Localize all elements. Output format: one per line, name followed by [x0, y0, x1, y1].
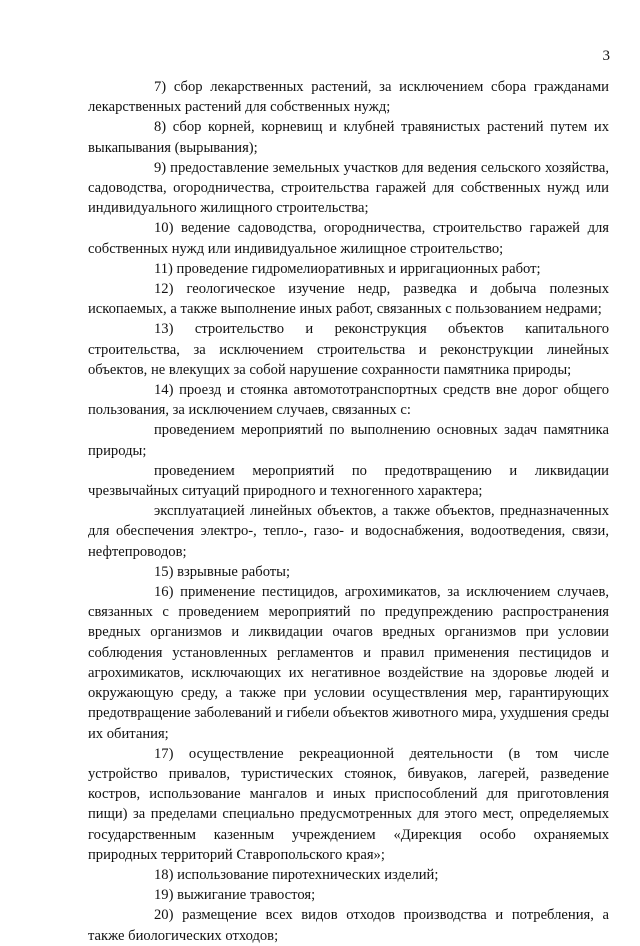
document-body — [88, 77, 609, 946]
paragraph-item-11: 11) проведение гидромелиоративных и ирригационных работ; — [154, 260, 541, 277]
paragraph-item-13: 13) строительство и реконструкция объектов капитального строительства, за исключением строительства и реконструкции линейных объектов, не влекущих за собой нарушение сохранности памятника природы; — [88, 321, 609, 378]
paragraph-item-16: 16) применение пестицидов, агрохимикатов, за исключением случаев, связанных с проведением мероприятий по предупреждению распространения вредных организмов и ликвидации очагов вредных организмов при условии соблюдения установленных регламентов и правил применения пестицидов и агрохимикатов, исключающих их негативное воздействие на здоровье людей и окружающую среду, а также при условии осуществления мер, гарантирующих предотвращение заболеваний и гибели объектов животного мира, ухудшения среды их обитания; — [88, 584, 609, 742]
paragraph-item-8: 8) сбор корней, корневищ и клубней травянистых растений путем их выкапывания (вырывания); — [88, 119, 609, 156]
paragraph-item-14: 14) проезд и стоянка автомототранспортных средств вне дорог общего пользования, за исключением случаев, связанных с: — [88, 382, 609, 419]
paragraph-item-7: 7) сбор лекарственных растений, за исключением сбора гражданами лекарственных растений для собственных нужд; — [88, 79, 609, 116]
paragraph-subitem-14b: проведением мероприятий по предотвращению и ликвидации чрезвычайных ситуаций природного и техногенного характера; — [88, 462, 609, 500]
page-number: 3 — [602, 48, 610, 64]
paragraph-item-20: 20) размещение всех видов отходов производства и потребления, а также биологических отходов; — [88, 907, 609, 944]
paragraph-item-17: 17) осуществление рекреационной деятельности (в том числе устройство привалов, туристических стоянок, бивуаков, лагерей, разведение костров, использование мангалов и иных приспособлений для приготовления пищи) за пределами специально предусмотренных для этого мест, определяемых государственным казенным учреждением «Дирекция особо охраняемых природных территорий Ставропольского края»; — [88, 745, 609, 863]
paragraph-subitem-14a: проведением мероприятий по выполнению основных задач памятника природы; — [88, 422, 609, 459]
paragraph-item-9: 9) предоставление земельных участков для ведения сельского хозяйства, садоводства, огородничества, строительства гаражей для собственных нужд или индивидуального жилищного строительства; — [88, 159, 609, 217]
paragraph-item-10: 10) ведение садоводства, огородничества, строительство гаражей для собственных нужд или индивидуальное жилищное строительство; — [88, 220, 609, 257]
paragraph-item-18: 18) использование пиротехнических изделий; — [154, 866, 439, 883]
paragraph-item-12: 12) геологическое изучение недр, разведка и добыча полезных ископаемых, а также выполнение иных работ, связанных с пользованием недрами; — [88, 281, 609, 318]
paragraph-item-15: 15) взрывные работы; — [154, 563, 291, 580]
paragraph-subitem-14c: эксплуатацией линейных объектов, а также объектов, предназначенных для обеспечения электро-, тепло-, газо- и водоснабжения, водоотведения, связи, нефтепроводов; — [88, 503, 609, 560]
paragraph-item-19: 19) выжигание травостоя; — [154, 887, 316, 904]
